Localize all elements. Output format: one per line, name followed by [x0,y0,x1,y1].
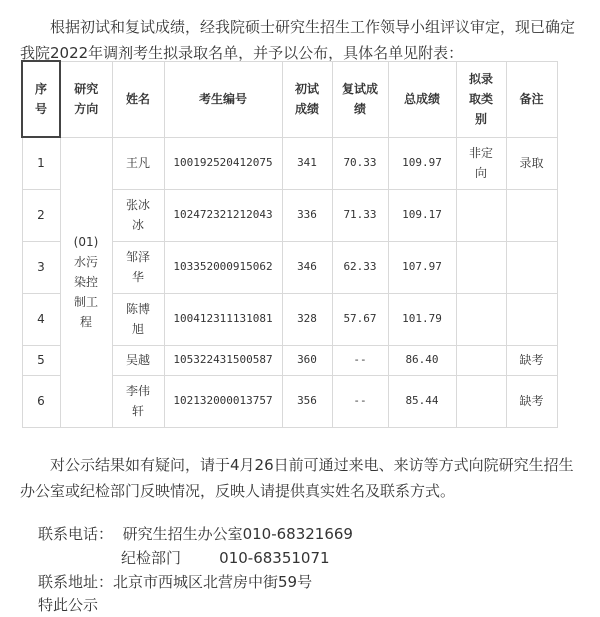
header-remark: 备注 [506,61,557,137]
cell-name: 吴越 [112,345,164,375]
cell-total: 109.17 [388,189,456,241]
cell-total: 101.79 [388,293,456,345]
cell-exam-id: 102472321212043 [164,189,282,241]
cell-name: 陈博 旭 [112,293,164,345]
cell-exam-id: 105322431500587 [164,345,282,375]
table-header-row [22,61,557,137]
cell-total: 109.97 [388,137,456,189]
cell-prelim: 356 [282,375,332,427]
address-label: 联系地址： [38,573,114,591]
header-exam-id: 考生编号 [164,61,282,137]
cell-admit-type [456,293,506,345]
cell-prelim: 336 [282,189,332,241]
address-value: 北京市西城区北营房中街59号 [113,573,313,591]
notice-paragraph: 对公示结果如有疑问，请于4月26日前可通过来电、来访等方式向院研究生招生办公室或纪检部门反映情况，反映人请提供真实姓名及联系方式。 [20,456,574,500]
contact-address-line [38,570,312,594]
cell-seq: 1 [22,137,60,189]
cell-exam-id: 100412311131081 [164,293,282,345]
cell-exam-id: 103352000915062 [164,241,282,293]
cell-exam-id: 102132000013757 [164,375,282,427]
cell-retest: 70.33 [332,137,388,189]
header-direction: 研究 方向 [60,61,112,137]
cell-total: 85.44 [388,375,456,427]
cell-remark [506,241,557,293]
header-seq: 序 号 [22,61,60,137]
cell-seq: 6 [22,375,60,427]
cell-prelim: 328 [282,293,332,345]
cell-name: 王凡 [112,137,164,189]
cell-prelim: 346 [282,241,332,293]
cell-admit-type [456,345,506,375]
phone-office: 研究生招生办公室010-68321669 [122,525,353,543]
cell-retest: 71.33 [332,189,388,241]
table-row [22,137,557,189]
admission-table [21,60,558,428]
cell-retest: 57.67 [332,293,388,345]
cell-seq: 5 [22,345,60,375]
header-name: 姓名 [112,61,164,137]
cell-retest: 62.33 [332,241,388,293]
cell-admit-type [456,375,506,427]
cell-seq: 2 [22,189,60,241]
cell-retest: -- [332,375,388,427]
header-retest: 复试成 绩 [332,61,388,137]
cell-seq: 4 [22,293,60,345]
cell-direction: (01) 水污 染控 制工 程 [60,137,112,427]
cell-remark: 录取 [506,137,557,189]
cell-total: 86.40 [388,345,456,375]
cell-remark: 缺考 [506,375,557,427]
table-body [22,137,557,427]
contact-phone-line-2: 纪检部门 010-68351071 [121,549,330,567]
cell-admit-type: 非定 向 [456,137,506,189]
header-prelim: 初试 成绩 [282,61,332,137]
phone-label: 联系电话： [38,525,114,543]
header-admit-type: 拟录 取类 别 [456,61,506,137]
cell-prelim: 341 [282,137,332,189]
cell-name: 张冰 冰 [112,189,164,241]
cell-total: 107.97 [388,241,456,293]
intro-paragraph: 根据初试和复试成绩，经我院硕士研究生招生工作领导小组评议审定，现已确定我院2022年调剂考生拟录取名单，并予以公布，具体名单见附表： [20,18,576,62]
header-total: 总成绩 [388,61,456,137]
closing-partial: 特此公示 [38,596,99,614]
cell-remark: 缺考 [506,345,557,375]
cell-retest: -- [332,345,388,375]
cell-seq: 3 [22,241,60,293]
cell-admit-type [456,189,506,241]
cell-name: 李伟 轩 [112,375,164,427]
cell-exam-id: 100192520412075 [164,137,282,189]
cell-name: 邹泽 华 [112,241,164,293]
contact-phone-line-1 [38,522,353,546]
cell-remark [506,189,557,241]
cell-remark [506,293,557,345]
cell-admit-type [456,241,506,293]
cell-prelim: 360 [282,345,332,375]
